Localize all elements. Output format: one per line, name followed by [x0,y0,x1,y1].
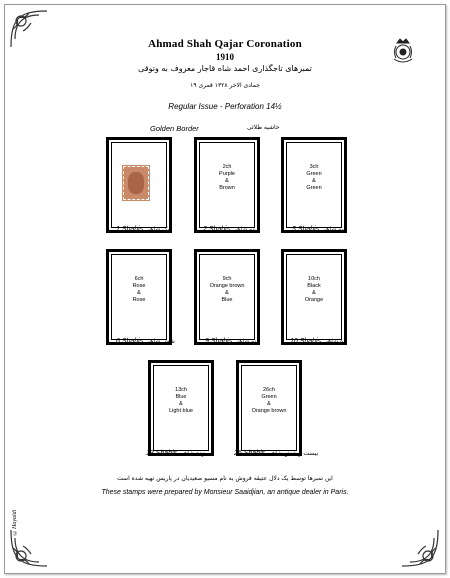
issue-line: Regular Issue - Perforation 14½ [168,102,282,111]
stamp-description: 6ch Rose & Rose [132,276,146,303]
page-title: Ahmad Shah Qajar Coronation [148,38,302,50]
footer-note-persian: این تمبرها توسط یک دلال عتیقه فروش به نام مسیو صعیدیان در پاریس تهیه شده است [117,475,333,482]
golden-border-label-fa: حاشیه طلائی [247,124,280,131]
stamp-caption-1: 1 Shahis یک شاهی [116,226,170,233]
stamp-caption-3: 3 Shahis سه شاهی [292,226,347,233]
stamp-slot-9 [194,249,260,345]
persian-date: ۱۹ جمادی الاخر ۱۳۲۸ قمری [190,82,260,89]
stamp-slot-3 [281,137,347,233]
stamp-description: 3ch Green & Green [306,164,322,191]
stamp-caption-2: 2 Shahis دو شاهی [203,226,255,233]
stamp-description: 2ch Purple & Brown [219,164,235,191]
stamp-caption-26: 26 Shahis بیست و شش شاهی [234,450,319,457]
golden-border-label: Golden Border [150,124,199,133]
stamp-slot-26 [236,360,302,456]
stamp-slot-1 [106,137,172,233]
stamp-caption-10: 10 Shahis ده شاهی [290,338,346,345]
corner-ornament-bottom-right [400,528,440,568]
stamp-description: 9ch Orange brown & Blue [209,276,245,303]
stamp-description: 26ch Green & Orange brown [251,387,287,414]
stamp-description: 13ch Blue & Light blue [169,387,193,414]
stamp-caption-9: 9 Shahis نه شاهی [205,338,257,345]
stamp-image [123,166,149,200]
page-year: 1910 [216,52,234,62]
stamp-slot-2 [194,137,260,233]
persian-subtitle: تمبرهای تاجگذاری احمد شاه قاجار معروف به وتوقی [138,64,312,73]
footer-note-english: These stamps were prepared by Monsieur Saaidjian, an antique dealer in Paris. [101,489,349,496]
stamp-caption-13: 13 Shahis سیزده شاهی [146,450,212,457]
stamp-slot-6 [106,249,172,345]
stamp-description: 10ch Black & Orange [304,276,324,303]
stamp-slot-13 [148,360,214,456]
stamp-caption-6: 6 Shahis شش شاهی [116,338,175,345]
stamp-slot-10 [281,249,347,345]
designer-signature: ©Hayaldi [12,509,18,535]
